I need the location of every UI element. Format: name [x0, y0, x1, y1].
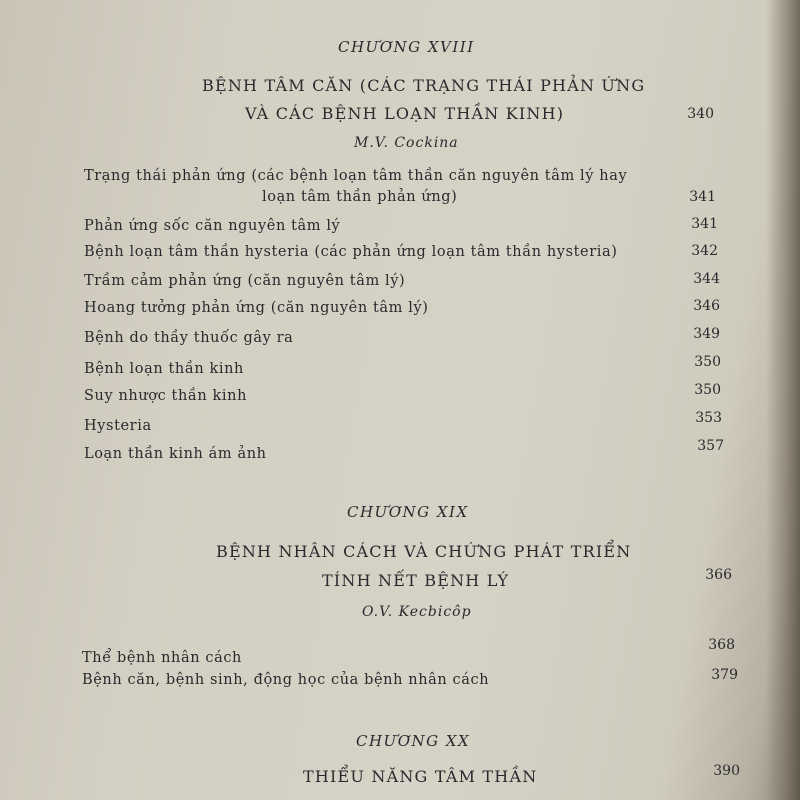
- chapter-19-title-line2: TÍNH NẾT BỆNH LÝ: [322, 571, 510, 590]
- chapter-18-label: CHƯƠNG XVIII: [338, 38, 475, 56]
- chapter-19-label: CHƯƠNG XIX: [347, 503, 469, 521]
- toc-entry: Trầm cảm phản ứng (căn nguyên tâm lý): [84, 273, 406, 289]
- toc-entry: Bệnh loạn tâm thần hysteria (các phản ứng loạn tâm thần hysteria): [84, 244, 618, 260]
- toc-entry: Suy nhược thần kinh: [84, 388, 248, 404]
- toc-entry-page: 344: [693, 271, 720, 287]
- toc-entry-page: 350: [694, 382, 721, 398]
- chapter-19-title-line1: BỆNH NHÂN CÁCH VÀ CHỨNG PHÁT TRIỂN: [216, 542, 632, 561]
- chapter-18-author: M.V. Cockina: [354, 135, 459, 151]
- toc-entry-line1: Trạng thái phản ứng (các bệnh loạn tâm thần căn nguyên tâm lý hay: [84, 168, 628, 184]
- chapter-19-title-page: 366: [705, 567, 732, 583]
- toc-entry-page: 346: [693, 298, 720, 314]
- toc-entry-line2: loạn tâm thần phản ứng): [262, 189, 458, 205]
- chapter-18-title-line1: BỆNH TÂM CĂN (CÁC TRẠNG THÁI PHẢN ỨNG: [202, 76, 646, 95]
- chapter-20-label: CHƯƠNG XX: [356, 732, 471, 750]
- chapter-18-title-line2: VÀ CÁC BỆNH LOẠN THẦN KINH): [245, 104, 565, 123]
- toc-entry-page: 341: [689, 189, 716, 205]
- toc-entry: Hysteria: [84, 418, 152, 434]
- toc-entry-page: 342: [691, 243, 718, 259]
- chapter-18-title-page: 340: [687, 106, 714, 122]
- toc-entry-page: 349: [693, 326, 720, 342]
- page-edge-shadow: [766, 0, 800, 800]
- toc-entry: Bệnh do thầy thuốc gây ra: [84, 330, 294, 346]
- toc-entry-page: 379: [711, 667, 738, 683]
- toc-entry: Bệnh căn, bệnh sinh, động học của bệnh nhân cách: [82, 672, 490, 688]
- toc-entry: Phản ứng sốc căn nguyên tâm lý: [84, 218, 341, 234]
- toc-entry-page: 353: [695, 410, 722, 426]
- toc-entry-page: 341: [691, 216, 718, 232]
- chapter-20-title-line1: THIỂU NĂNG TÂM THẦN: [303, 767, 538, 786]
- toc-entry: Thể bệnh nhân cách: [82, 650, 242, 666]
- toc-entry-page: 368: [708, 637, 735, 653]
- toc-entry-page: 357: [697, 438, 724, 454]
- chapter-19-author: O.V. Kecbicôp: [362, 604, 472, 620]
- toc-entry-page: 350: [694, 354, 721, 370]
- chapter-20-title-page: 390: [713, 763, 740, 779]
- toc-entry: Hoang tưởng phản ứng (căn nguyên tâm lý): [84, 300, 429, 316]
- toc-entry: Loạn thần kinh ám ảnh: [84, 446, 267, 462]
- toc-entry: Bệnh loạn thần kinh: [84, 361, 244, 377]
